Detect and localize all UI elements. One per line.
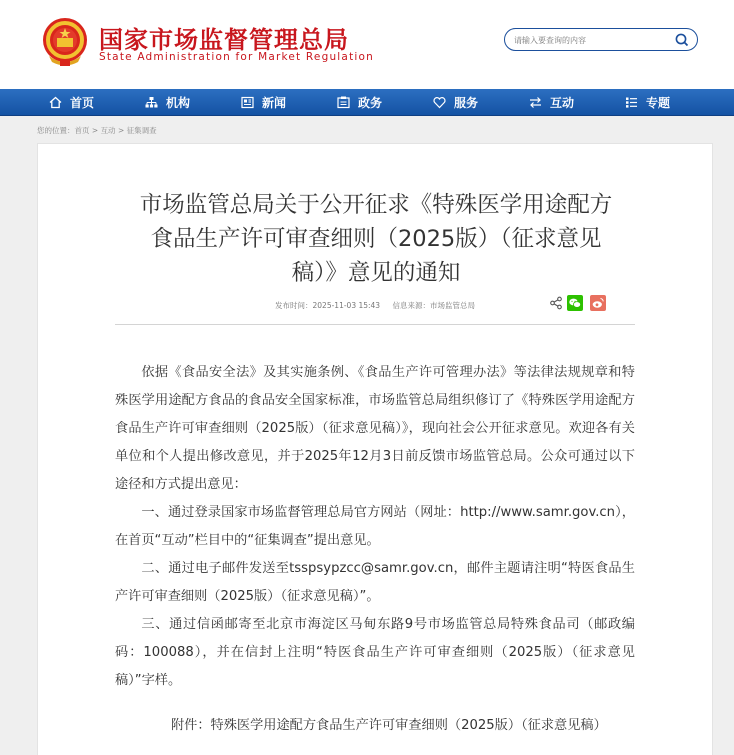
nav-label-affairs: 政务: [358, 96, 383, 110]
breadcrumb-home-link[interactable]: 首页: [74, 126, 90, 135]
site-header: [0, 0, 734, 89]
breadcrumb-separator: >: [115, 126, 127, 135]
news-icon: [241, 96, 254, 109]
article-paragraph: 依据《食品安全法》及其实施条例、《食品生产许可管理办法》等法律法规规章和特殊医学用途配方食品的食品安全国家标准，市场监管总局组织修订了《特殊医学用途配方食品生产许可审查细则（2025版）（征求意见稿）》，现向社会公开征求意见。欢迎各有关单位和个人提出修改意见，并于2025年12月3日前反馈市场监管总局。公众可通过以下途径和方式提出意见：: [115, 365, 635, 492]
nav-label-interact: 互动: [550, 96, 575, 110]
publish-time: 发布时间：2025-11-03 15:43: [275, 301, 381, 310]
affairs-icon: [337, 96, 350, 109]
article-title: 市场监管总局关于公开征求《特殊医学用途配方食品生产许可审查细则（2025版）（征求意见稿）》意见的通知: [139, 192, 613, 286]
heart-icon: [433, 96, 446, 109]
search-icon[interactable]: [674, 32, 690, 48]
article-meta: [275, 300, 485, 311]
article-paragraph: 三、通过信函邮寄至北京市海淀区马甸东路9号市场监管总局特殊食品司（邮政编码：100088），并在信封上注明“特医食品生产许可审查细则（2025版）（征求意见稿）”字样。: [115, 617, 635, 688]
breadcrumb: [37, 125, 157, 136]
nav-item-affairs[interactable]: [337, 89, 382, 116]
nav-label-org: 机构: [166, 96, 191, 110]
site-title: 国家市场监督管理总局: [99, 26, 349, 54]
nav-label-topics: 专题: [646, 96, 671, 110]
list-icon: [625, 96, 638, 109]
nav-label-service: 服务: [454, 96, 479, 110]
title-divider: [115, 324, 635, 325]
wechat-share-icon[interactable]: [567, 295, 583, 311]
breadcrumb-interact-link[interactable]: 互动: [100, 126, 116, 135]
breadcrumb-current[interactable]: 征集调查: [126, 126, 157, 135]
article-card: [37, 143, 713, 755]
site-subtitle-en: State Administration for Market Regulation: [99, 51, 374, 63]
main-nav: [0, 89, 734, 116]
weibo-share-icon[interactable]: [590, 295, 606, 311]
nav-item-service[interactable]: [433, 89, 478, 116]
search-input[interactable]: [514, 32, 664, 48]
attachment-link[interactable]: 附件：特殊医学用途配方食品生产许可审查细则（2025版）（征求意见稿）: [171, 718, 607, 733]
info-source: 信息来源：市场监管总局: [392, 301, 475, 310]
org-icon: [145, 96, 158, 109]
exchange-icon: [529, 96, 542, 109]
nav-item-org[interactable]: [145, 89, 190, 116]
national-emblem-icon: [40, 16, 90, 68]
nav-item-news[interactable]: [241, 89, 286, 116]
nav-label-home: 首页: [70, 96, 95, 110]
article-paragraph: 一、通过登录国家市场监督管理总局官方网站（网址：http://www.samr.gov.cn），在首页“互动”栏目中的“征集调查”提出意见。: [115, 505, 635, 548]
breadcrumb-separator: >: [89, 126, 101, 135]
nav-item-home[interactable]: [49, 89, 94, 116]
article-body: [115, 359, 635, 695]
share-icon[interactable]: [548, 295, 564, 311]
nav-item-topics[interactable]: [625, 89, 670, 116]
search-box: [504, 28, 698, 51]
home-icon: [49, 96, 62, 109]
nav-item-interact[interactable]: [529, 89, 574, 116]
breadcrumb-prefix: 您的位置：: [37, 126, 75, 135]
article-paragraph: 二、通过电子邮件发送至tsspsypzcc@samr.gov.cn，邮件主题请注明“特医食品生产许可审查细则（2025版）（征求意见稿）”。: [115, 561, 635, 604]
nav-label-news: 新闻: [262, 96, 287, 110]
